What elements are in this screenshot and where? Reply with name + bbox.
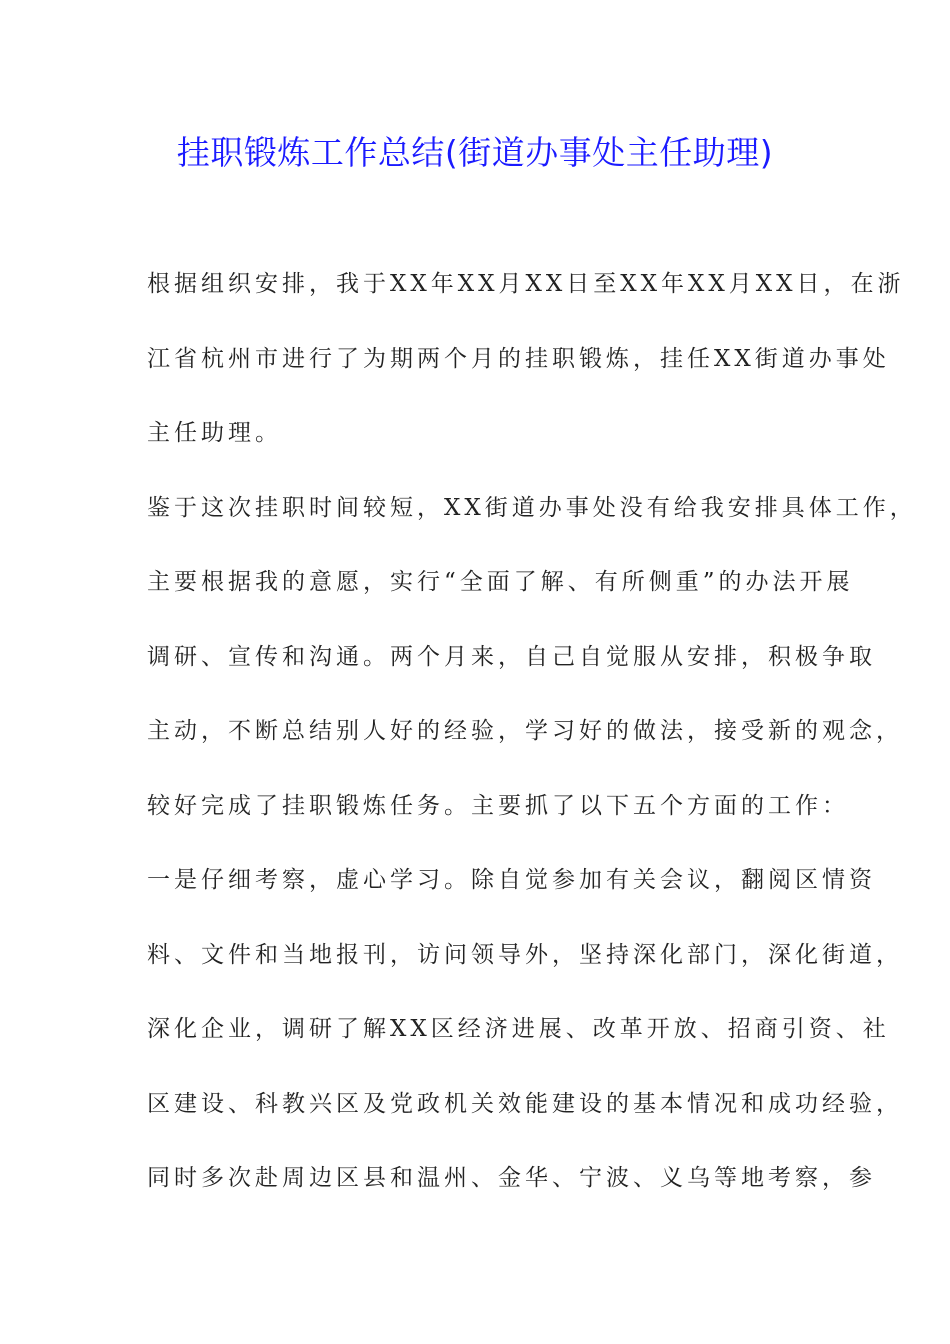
body-line: 一是仔细考察，虚心学习。除自觉参加有关会议，翻阅区情资 (147, 867, 876, 893)
body-line: 深化企业，调研了解XX区经济进展、改革开放、招商引资、社 (147, 1016, 890, 1042)
body-line: 主动，不断总结别人好的经验，学习好的做法，接受新的观念， (147, 718, 903, 744)
body-line: 江省杭州市进行了为期两个月的挂职锻炼，挂任XX街道办事处 (147, 345, 890, 372)
document-title: 挂职锻炼工作总结(街道办事处主任助理) (176, 133, 774, 172)
document-body (147, 260, 917, 1229)
body-line: 较好完成了挂职锻炼任务。主要抓了以下五个方面的工作： (147, 792, 849, 819)
body-line: 同时多次赴周边区县和温州、金华、宁波、义乌等地考察，参 (147, 1165, 876, 1191)
body-line: 料、文件和当地报刊，访问领导外，坚持深化部门，深化街道， (147, 941, 903, 968)
body-line: 区建设、科教兴区及党政机关效能建设的基本情况和成功经验， (147, 1090, 903, 1117)
body-line: 主要根据我的意愿，实行“全面了解、有所侧重”的办法开展 (147, 569, 854, 595)
body-line: 调研、宣传和沟通。两个月来，自己自觉服从安排，积极争取 (147, 643, 876, 670)
body-line: 根据组织安排，我于XX年XX月XX日至XX年XX月XX日，在浙 (147, 271, 905, 297)
body-line: 鉴于这次挂职时间较短，XX街道办事处没有给我安排具体工作， (147, 494, 917, 521)
body-line: 主任助理。 (147, 420, 282, 446)
